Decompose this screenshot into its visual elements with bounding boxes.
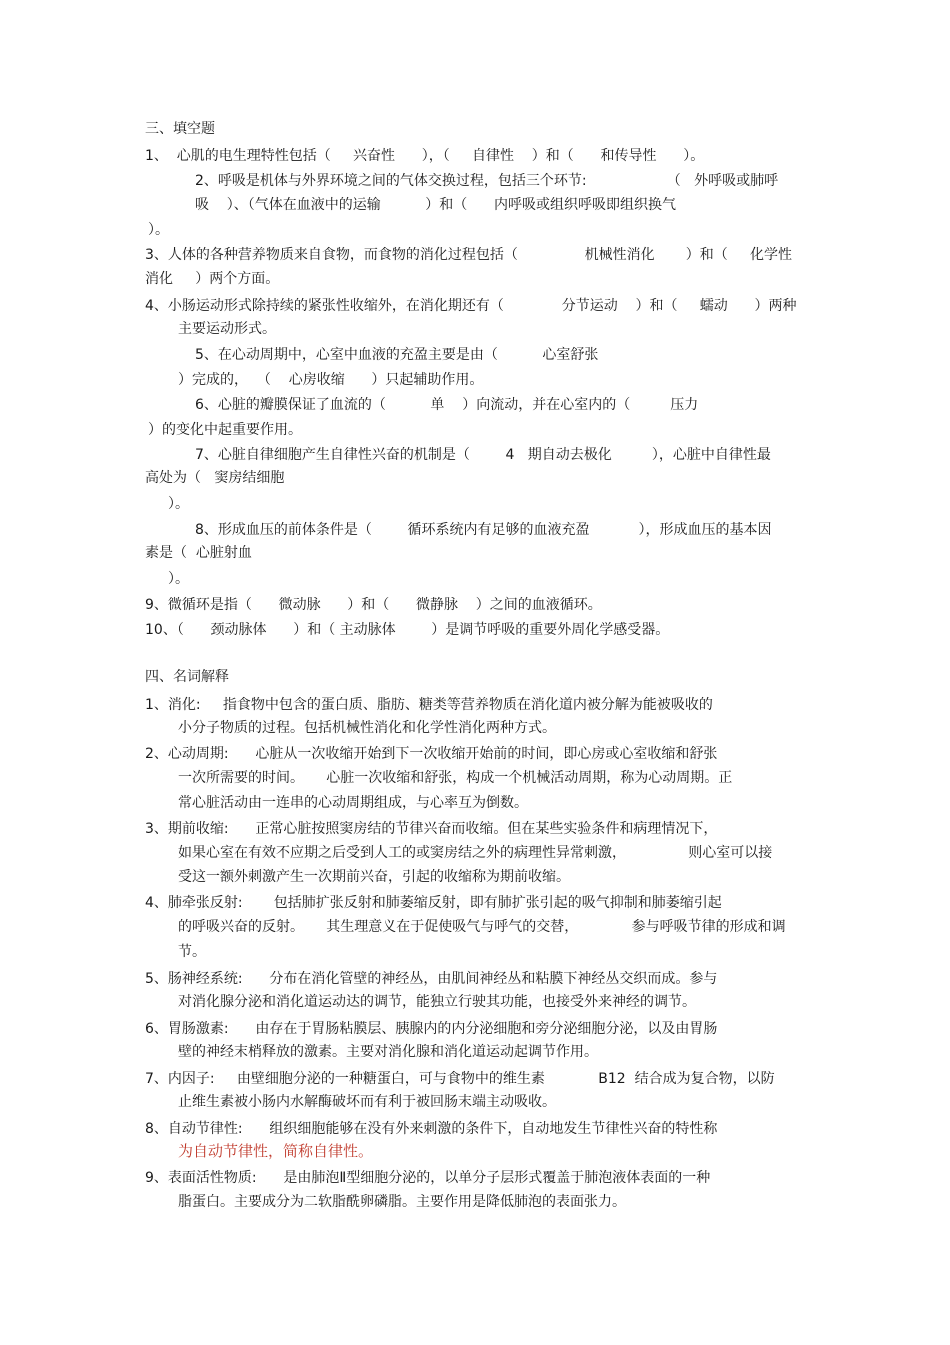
definition-line: 对消化腺分泌和消化道运动达的调节，能独立行驶其功能，也接受外来神经的调节。	[178, 994, 696, 1010]
definition-line: 脂蛋白。主要成分为二软脂酰卵磷脂。主要作用是降低肺泡的表面张力。	[178, 1194, 626, 1210]
handwritten-answer: 为自动节律性，简称自律性。	[178, 1142, 374, 1160]
definition-line: 7、内因子: 由壁细胞分泌的一种糖蛋白，可与食物中的维生素 B12 结合成为复合物，以防	[145, 1071, 775, 1087]
definition-line: 3、期前收缩: 正常心脏按照窦房结的节律兴奋而收缩。但在某些实验条件和病理情况下，	[145, 821, 718, 837]
definition-line: 常心脏活动由一连串的心动周期组成，与心率互为倒数。	[178, 795, 528, 811]
fill-line: 8、形成血压的前体条件是（ 循环系统内有足够的血液充盈 ），形成血压的基本因	[195, 522, 772, 538]
definition-line: 壁的神经末梢释放的激素。主要对消化腺和消化道运动起调节作用。	[178, 1044, 598, 1060]
fill-line: 主要运动形式。	[178, 321, 276, 337]
fill-line: 素是（ 心脏射血	[145, 545, 252, 561]
fill-line: ）的变化中起重要作用。	[148, 422, 302, 438]
definition-line: 的呼吸兴奋的反射。 其生理意义在于促使吸气与呼气的交替， 参与呼吸节律的形成和调	[178, 919, 786, 935]
fill-line: 吸 ）、（气体在血液中的运输 ）和（ 内呼吸或组织呼吸即组织换气	[195, 197, 677, 213]
definition-line: 如果心室在有效不应期之后受到人工的或窦房结之外的病理性异常刺激， 则心室可以接	[178, 845, 773, 861]
definition-line: 2、心动周期: 心脏从一次收缩开始到下一次收缩开始前的时间，即心房或心室收缩和舒张	[145, 746, 718, 762]
fill-line: 10、（ 颈动脉体 ）和（ 主动脉体 ）是调节呼吸的重要外周化学感受器。	[145, 622, 670, 638]
fill-line: 9、微循环是指（ 微动脉 ）和（ 微静脉 ）之间的血液循环。	[145, 597, 602, 613]
definition-line: 8、自动节律性: 组织细胞能够在没有外来刺激的条件下，自动地发生节律性兴奋的特性称	[145, 1121, 718, 1137]
definition-line: 一次所需要的时间。 心脏一次收缩和舒张，构成一个机械活动周期，称为心动周期。正	[178, 770, 733, 786]
fill-line: 4、小肠运动形式除持续的紧张性收缩外，在消化期还有（ 分节运动 ）和（ 蠕动 ）两种	[145, 298, 797, 314]
fill-line: 5、在心动周期中，心室中血液的充盈主要是由（ 心室舒张	[195, 347, 599, 363]
section-3-title: 三、填空题	[145, 121, 215, 137]
fill-line: ）。	[148, 222, 169, 238]
fill-line: 3、人体的各种营养物质来自食物，而食物的消化过程包括（ 机械性消化 ）和（ 化学性	[145, 247, 793, 263]
fill-line: ）。	[168, 496, 189, 512]
definition-line: 6、胃肠激素: 由存在于胃肠粘膜层、胰腺内的内分泌细胞和旁分泌细胞分泌，以及由胃肠	[145, 1021, 718, 1037]
fill-line: 6、心脏的瓣膜保证了血流的（ 单 ）向流动，并在心室内的（ 压力	[195, 397, 699, 413]
section-4-title: 四、名词解释	[145, 669, 229, 685]
fill-line: 2、呼吸是机体与外界环境之间的气体交换过程，包括三个环节: （ 外呼吸或肺呼	[195, 173, 779, 189]
definition-line: 受这一额外刺激产生一次期前兴奋，引起的收缩称为期前收缩。	[178, 869, 570, 885]
fill-line: ）完成的， （ 心房收缩 ）只起辅助作用。	[178, 372, 484, 388]
fill-line: 消化 ）两个方面。	[145, 271, 280, 287]
definition-line: 4、肺牵张反射: 包括肺扩张反射和肺萎缩反射，即有肺扩张引起的吸气抑制和肺萎缩引起	[145, 895, 722, 911]
fill-line: 1、 心肌的电生理特性包括（ 兴奋性 ），（ 自律性 ）和（ 和传导性 ）。	[145, 148, 705, 164]
definition-line: 1、消化: 指食物中包含的蛋白质、脂肪、糖类等营养物质在消化道内被分解为能被吸收的	[145, 697, 713, 713]
definition-line: 5、肠神经系统: 分布在消化管壁的神经丛，由肌间神经丛和粘膜下神经丛交织而成。参与	[145, 971, 718, 987]
definition-line: 止维生素被小肠内水解酶破坏而有利于被回肠末端主动吸收。	[178, 1094, 556, 1110]
fill-line: 高处为（ 窦房结细胞	[145, 470, 285, 486]
definition-line: 节。	[178, 944, 206, 960]
definition-line: 小分子物质的过程。包括机械性消化和化学性消化两种方式。	[178, 720, 556, 736]
fill-line: ）。	[168, 571, 189, 587]
definition-line: 9、表面活性物质: 是由肺泡Ⅱ型细胞分泌的，以单分子层形式覆盖于肺泡液体表面的一种	[145, 1170, 711, 1186]
fill-line: 7、心脏自律细胞产生自律性兴奋的机制是（ 4 期自动去极化 ），心脏中自律性最	[195, 447, 771, 463]
